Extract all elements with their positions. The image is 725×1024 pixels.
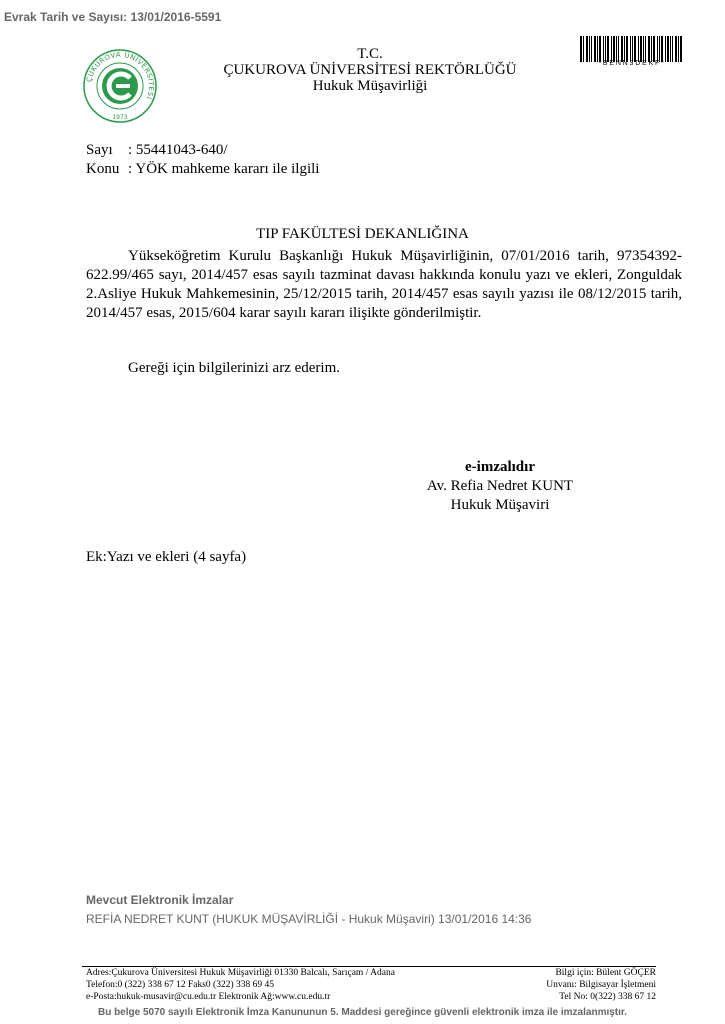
header-tc: T.C. bbox=[357, 46, 383, 62]
konu-label: Konu bbox=[86, 161, 120, 177]
logo-year: 1973 bbox=[112, 114, 128, 121]
footer-contact bbox=[86, 967, 395, 1003]
document-header bbox=[220, 46, 520, 94]
signatory-title: Hukuk Müşaviri bbox=[450, 497, 550, 513]
header-department: Hukuk Müşavirliği bbox=[312, 78, 428, 94]
footer-info-phone: Tel No: 0(322) 338 67 12 bbox=[559, 992, 656, 1002]
konu-value: : YÖK mahkeme kararı ile ilgili bbox=[128, 161, 320, 177]
esign-heading: Mevcut Elektronik İmzalar bbox=[86, 893, 234, 907]
header-university: ÇUKUROVA ÜNİVERSİTESİ REKTÖRLÜĞÜ bbox=[223, 62, 517, 78]
footer-email: e-Posta:hukuk-musavir@cu.edu.tr Elektronik Ağ:www.cu.edu.tr bbox=[86, 992, 331, 1002]
konu-row bbox=[86, 160, 319, 179]
footer-address: Adres:Çukurova Üniversitesi Hukuk Müşavirliği 01330 Balcalı, Sarıçam / Adana bbox=[86, 968, 395, 978]
signature-label: e-imzalıdır bbox=[465, 459, 535, 475]
university-logo bbox=[82, 48, 158, 124]
sayi-label: Sayı bbox=[86, 142, 113, 158]
legal-note: Bu belge 5070 sayılı Elektronik İmza Kanununun 5. Maddesi gereğince güvenli elektronik imza ile imzalanmıştır. bbox=[97, 1007, 628, 1018]
signature-block bbox=[420, 458, 580, 515]
sayi-value: : 55441043-640/ bbox=[128, 142, 228, 158]
signatory-name: Av. Refia Nedret KUNT bbox=[426, 478, 574, 494]
footer-info-title: Unvanı: Bilgisayar İşletmeni bbox=[546, 980, 656, 990]
addressee: TIP FAKÜLTESİ DEKANLIĞINA bbox=[256, 226, 469, 242]
body-paragraph-2: Gereği için bilgilerinizi arz ederim. bbox=[128, 360, 340, 376]
barcode-text: *BENN3DEKF* bbox=[598, 60, 666, 67]
attachment-note: Ek:Yazı ve ekleri (4 sayfa) bbox=[86, 549, 247, 565]
footer-info bbox=[546, 967, 656, 1003]
esign-entry: REFİA NEDRET KUNT (HUKUK MÜŞAVİRLİĞİ - Hukuk Müşaviri) 13/01/2016 14:36 bbox=[86, 912, 532, 926]
body-paragraph-1: Yükseköğretim Kurulu Başkanlığı Hukuk Müşavirliğinin, 07/01/2016 tarih, 97354392-622.99/465 sayı, 2014/457 esas sayılı tazminat davası hakkında konulu yazı ve ekleri, Zonguldak 2.Asliye Hukuk Mahkemesinin, 25/12/2015 tarih, 2014/457 esas sayılı yazısı ile 08/12/2015 tarih, 2014/457 esas, 2015/604 karar sayılı kararı ilişikte gönderilmiştir. bbox=[86, 248, 682, 321]
logo-ring-text: ÇUKUROVA ÜNİVERSİTESİ bbox=[85, 50, 156, 101]
sayi-row bbox=[86, 141, 228, 160]
document-date-stamp: Evrak Tarih ve Sayısı: 13/01/2016-5591 bbox=[4, 10, 222, 24]
footer-phone: Telefon:0 (322) 338 67 12 Faks0 (322) 338 69 45 bbox=[86, 980, 274, 990]
footer-info-name: Bilgi için: Bülent GÖÇER bbox=[555, 968, 656, 978]
